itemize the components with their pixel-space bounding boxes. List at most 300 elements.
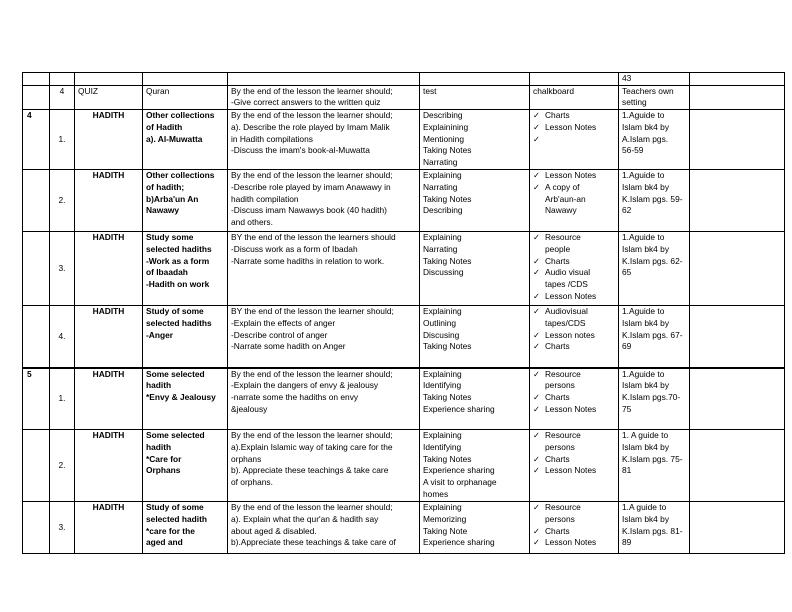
checkmark-icon: ✓ (533, 368, 541, 379)
objective-line: -Narrate some hadiths in relation to work. (231, 255, 385, 266)
activity-line: Explaining (423, 232, 462, 243)
resource-text (545, 170, 615, 182)
activity-line: Taking Note (423, 525, 468, 536)
resource-line: persons (545, 513, 575, 524)
objective-line: -Discuss the imam's book-al-Muwatta (231, 145, 370, 156)
activity-line: Explainining (423, 121, 469, 132)
objective-line: about aged & disabled. (231, 525, 317, 536)
reference-line: 1.Aguide to (622, 110, 665, 121)
resource-text (545, 110, 615, 122)
reference-line: 81 (622, 465, 632, 476)
reference-cell (619, 170, 690, 232)
resource-text (545, 526, 615, 538)
objective-line: b).Appreciate these teachings & take care of (231, 537, 396, 548)
objective-line: By the end of the lesson the learner should; (231, 85, 393, 96)
reference-line: Islam bk4 by (622, 121, 670, 132)
resource-item (533, 122, 615, 134)
resource-line: Lesson notes (545, 329, 595, 340)
checkmark-icon: ✓ (533, 232, 541, 243)
subtopic-cell (143, 306, 228, 368)
reference-line: 1. A guide to (622, 430, 669, 441)
objective-line: -Explain the dangers of envy & jealousy (231, 380, 379, 391)
objective-line: By the end of the lesson the learner should; (231, 502, 393, 513)
resource-text (545, 306, 615, 329)
objective-line: By the end of the lesson the learner should; (231, 368, 393, 379)
reference-line: K.Islam pgs. 81- (622, 525, 683, 536)
resource-line: Audiovisual (545, 306, 588, 317)
resource-line: Resource (545, 232, 581, 243)
subtopic-line: selected hadiths (146, 317, 212, 328)
resource-item (533, 502, 615, 525)
reference-line: Islam bk4 by (622, 441, 670, 452)
reference-line: Teachers own (622, 85, 674, 96)
remarks-cell (690, 502, 785, 554)
subtopic-line: Some selected (146, 430, 205, 441)
resource-line: persons (545, 380, 575, 391)
reference-line: K.Islam pgs. 59- (622, 193, 683, 204)
resource-text (545, 182, 615, 217)
checkmark-icon: ✓ (533, 392, 541, 403)
topic-cell: HADITH (75, 170, 143, 232)
resource-text (545, 341, 615, 353)
header-row (23, 73, 785, 86)
activity-line: Narrating (423, 156, 458, 167)
checkmark-icon: ✓ (533, 110, 541, 121)
checkmark-icon: ✓ (533, 255, 541, 266)
remarks-cell (690, 430, 785, 502)
subtopic-line: *care for the (146, 525, 195, 536)
topic-cell: HADITH (75, 502, 143, 554)
objectives-cell (228, 306, 420, 368)
reference-line: Islam bk4 by (622, 181, 670, 192)
reference-cell (619, 110, 690, 170)
subtopic-cell (143, 430, 228, 502)
subtopic-line: *Care for (146, 453, 182, 464)
resource-item (533, 267, 615, 290)
subtopic-line: b)Arba'un An (146, 193, 199, 204)
objective-line: and others. (231, 216, 273, 227)
objective-line: By the end of the lesson the learner should; (231, 110, 393, 121)
subtopic-cell: Quran (143, 85, 228, 109)
resource-line: Lesson Notes (545, 170, 597, 181)
reference-line: 69 (622, 341, 632, 352)
resource-line: Charts (545, 341, 570, 352)
subtopic-line: -Anger (146, 329, 173, 340)
scheme-of-work-table (22, 72, 785, 554)
subtopic-cell (143, 368, 228, 430)
objective-line: BY the end of the lesson the learners should (231, 232, 396, 243)
week-cell (23, 73, 50, 86)
activities-cell (420, 110, 530, 170)
reference-line: 1.A guide to (622, 502, 667, 513)
resources-cell (530, 232, 619, 306)
reference-line: A.Islam pgs. (622, 133, 669, 144)
resources-cell (530, 430, 619, 502)
week-cell (23, 502, 50, 554)
lesson-cell: 4 (50, 85, 75, 109)
topic-cell: HADITH (75, 368, 143, 430)
subtopic-line: Study some (146, 232, 194, 243)
resource-text (545, 232, 615, 255)
activity-line: homes (423, 488, 449, 499)
checkmark-icon: ✓ (533, 133, 541, 144)
resource-line: Lesson Notes (545, 290, 597, 301)
resource-item (533, 134, 615, 146)
resource-text (545, 267, 615, 290)
subtopic-line: Other collections (146, 110, 215, 121)
lesson-cell: 3. (50, 232, 75, 306)
resource-item (533, 110, 615, 122)
topic-cell (75, 73, 143, 86)
lesson-row (23, 170, 785, 232)
objective-line: -Describe control of anger (231, 329, 328, 340)
activities-cell (420, 502, 530, 554)
objective-line: hadith compilation (231, 193, 299, 204)
quiz-row (23, 85, 785, 109)
week-cell (23, 306, 50, 368)
subtopic-line: aged and (146, 537, 183, 548)
resource-text (545, 465, 615, 477)
lesson-cell: 3. (50, 502, 75, 554)
subtopic-line: Orphans (146, 465, 181, 476)
reference-line: Islam bk4 by (622, 380, 670, 391)
reference-line: 56-59 (622, 145, 644, 156)
objective-line: -narrate some the hadiths on envy (231, 392, 359, 403)
activities-cell (420, 430, 530, 502)
activities-cell (420, 85, 530, 109)
objective-line: BY the end of the lesson the learner should; (231, 306, 394, 317)
subtopic-cell (143, 502, 228, 554)
reference-line: 62 (622, 205, 632, 216)
activity-line: Outlining (423, 317, 457, 328)
resources-cell (530, 170, 619, 232)
objective-line: a). Explain what the qur'an & hadith say (231, 513, 379, 524)
reference-cell (619, 502, 690, 554)
reference-line: Islam bk4 by (622, 317, 670, 328)
week-cell (23, 110, 50, 170)
resource-item (533, 330, 615, 342)
week-cell (23, 368, 50, 430)
activity-line: Taking Notes (423, 145, 472, 156)
resource-line: Nawawy (545, 205, 577, 216)
objective-line: By the end of the lesson the learner should; (231, 170, 393, 181)
objective-line: in Hadith compilations (231, 133, 313, 144)
subtopic-line: -Hadith on work (146, 278, 210, 289)
resource-line: chalkboard (533, 85, 574, 96)
checkmark-icon: ✓ (533, 525, 541, 536)
resource-line: Charts (545, 110, 570, 121)
resource-text (545, 256, 615, 268)
objectives-cell (228, 232, 420, 306)
remarks-cell (690, 85, 785, 109)
checkmark-icon: ✓ (533, 341, 541, 352)
resource-line: A copy of (545, 181, 580, 192)
resource-item (533, 256, 615, 268)
activity-line: Identifying (423, 441, 462, 452)
week-cell (23, 85, 50, 109)
resource-text (545, 392, 615, 404)
lesson-row (23, 502, 785, 554)
resource-item (533, 369, 615, 392)
objectives-cell (228, 85, 420, 109)
reference-line: 65 (622, 267, 632, 278)
resource-text (545, 330, 615, 342)
remarks-cell (690, 170, 785, 232)
reference-line: 1.Aguide to (622, 170, 665, 181)
resource-line: Resource (545, 502, 581, 513)
activity-line: Explaining (423, 306, 462, 317)
resource-line: tapes/CDS (545, 317, 586, 328)
resource-line: tapes /CDS (545, 278, 588, 289)
reference-cell (619, 306, 690, 368)
activities-cell (420, 73, 530, 86)
resource-line: people (545, 243, 571, 254)
objective-line: -Explain the effects of anger (231, 317, 336, 328)
resource-line: Resource (545, 368, 581, 379)
activity-line: Taking Notes (423, 453, 472, 464)
remarks-cell (690, 368, 785, 430)
lesson-row (23, 110, 785, 170)
reference-line: K.Islam pgs. 75- (622, 453, 683, 464)
checkmark-icon: ✓ (533, 403, 541, 414)
activities-cell (420, 368, 530, 430)
subtopic-line: Nawawy (146, 205, 180, 216)
subtopic-line: selected hadiths (146, 243, 212, 254)
subtopic-line: hadith (146, 380, 172, 391)
objectives-cell (228, 73, 420, 86)
resource-item (533, 430, 615, 453)
resources-cell (530, 110, 619, 170)
checkmark-icon: ✓ (533, 453, 541, 464)
resource-line: Audio visual (545, 267, 591, 278)
objective-line: -Discuss work as a form of Ibadah (231, 243, 358, 254)
objective-line: a). Describe the role played by Imam Malik (231, 121, 390, 132)
objective-line: orphans (231, 453, 262, 464)
subtopic-cell (143, 232, 228, 306)
activity-line: Describing (423, 205, 463, 216)
resource-line: Charts (545, 392, 570, 403)
checkmark-icon: ✓ (533, 267, 541, 278)
checkmark-icon: ✓ (533, 502, 541, 513)
activity-line: A visit to orphanage (423, 476, 497, 487)
subtopic-cell (143, 73, 228, 86)
reference-line: setting (622, 97, 647, 108)
objective-line: b). Appreciate these teachings & take care (231, 465, 389, 476)
resource-item (533, 465, 615, 477)
activity-line: Experience sharing (423, 465, 495, 476)
resources-cell (530, 73, 619, 86)
resource-item (533, 454, 615, 466)
activities-cell (420, 232, 530, 306)
objectives-cell (228, 502, 420, 554)
activity-line: Taking Notes (423, 341, 472, 352)
resource-item (533, 537, 615, 549)
subtopic-cell (143, 170, 228, 232)
subtopic-line: selected hadith (146, 513, 207, 524)
reference-line: 75 (622, 403, 632, 414)
reference-cell (619, 85, 690, 109)
week-number: 4 (27, 110, 32, 121)
objective-line: a).Explain Islamic way of taking care for the (231, 441, 393, 452)
activity-line: Discusing (423, 329, 460, 340)
activity-line: Taking Notes (423, 193, 472, 204)
reference-line: 1.Aguide to (622, 368, 665, 379)
lesson-cell: 4. (50, 306, 75, 368)
resource-text (545, 502, 615, 525)
reference-line: 89 (622, 537, 632, 548)
resource-item (533, 291, 615, 303)
resource-text (545, 291, 615, 303)
lesson-row (23, 232, 785, 306)
lesson-cell: 2. (50, 170, 75, 232)
objective-line: By the end of the lesson the learner should; (231, 430, 393, 441)
resource-text (545, 369, 615, 392)
topic-cell: HADITH (75, 306, 143, 368)
activity-line: Taking Notes (423, 392, 472, 403)
activity-line: Explaining (423, 430, 462, 441)
reference-line: Islam bk4 by (622, 513, 670, 524)
remarks-cell (690, 232, 785, 306)
reference-line: Islam bk4 by (622, 243, 670, 254)
lesson-cell: 1. (50, 110, 75, 170)
activity-line: Explaining (423, 170, 462, 181)
reference-line: 1.Aguide to (622, 232, 665, 243)
subtopic-line: Study of some (146, 502, 204, 513)
resources-cell (530, 502, 619, 554)
activities-cell (420, 306, 530, 368)
resource-line: Lesson Notes (545, 403, 597, 414)
resources-cell (530, 85, 619, 109)
resource-line: Arb'aun-an (545, 193, 586, 204)
activity-line: test (423, 85, 437, 96)
activity-line: Taking Notes (423, 255, 472, 266)
lesson-cell (50, 73, 75, 86)
resource-line: Charts (545, 453, 570, 464)
reference-cell: 43 (619, 73, 690, 86)
topic-cell: QUIZ (75, 85, 143, 109)
remarks-cell (690, 306, 785, 368)
objectives-cell (228, 110, 420, 170)
lesson-row (23, 306, 785, 368)
objective-line: -Describe role played by imam Anawawy in (231, 181, 391, 192)
resource-text (545, 430, 615, 453)
resource-line: Lesson Notes (545, 465, 597, 476)
lesson-row (23, 430, 785, 502)
subtopic-line: of hadith; (146, 181, 185, 192)
objectives-cell (228, 170, 420, 232)
objectives-cell (228, 368, 420, 430)
activity-line: Discussing (423, 267, 464, 278)
week-cell (23, 430, 50, 502)
objectives-cell (228, 430, 420, 502)
reference-cell (619, 368, 690, 430)
resource-item (533, 392, 615, 404)
activity-line: Experience sharing (423, 403, 495, 414)
reference-cell (619, 232, 690, 306)
week-cell (23, 170, 50, 232)
reference-cell (619, 430, 690, 502)
resource-item (533, 306, 615, 329)
subtopic-line: -Work as a form (146, 255, 210, 266)
reference-line: K.Islam pgs. 62- (622, 255, 683, 266)
remarks-cell (690, 73, 785, 86)
checkmark-icon: ✓ (533, 181, 541, 192)
checkmark-icon: ✓ (533, 537, 541, 548)
resources-cell (530, 368, 619, 430)
subtopic-line: of Hadith (146, 121, 183, 132)
resources-cell (530, 306, 619, 368)
resource-line: Charts (545, 255, 570, 266)
checkmark-icon: ✓ (533, 306, 541, 317)
subtopic-line: a). Al-Muwatta (146, 133, 203, 144)
resource-item (533, 170, 615, 182)
activity-line: Mentioning (423, 133, 464, 144)
checkmark-icon: ✓ (533, 290, 541, 301)
activity-line: Memorizing (423, 513, 467, 524)
activity-line: Narrating (423, 181, 458, 192)
resource-text (545, 537, 615, 549)
resource-item (533, 404, 615, 416)
resource-line: Resource (545, 430, 581, 441)
checkmark-icon: ✓ (533, 430, 541, 441)
week-number: 5 (27, 368, 32, 379)
resource-item (533, 341, 615, 353)
resource-text (545, 454, 615, 466)
checkmark-icon: ✓ (533, 465, 541, 476)
subtopic-cell (143, 110, 228, 170)
activity-line: Describing (423, 110, 463, 121)
resource-text (545, 134, 615, 146)
resource-text (545, 404, 615, 416)
resource-line: persons (545, 441, 575, 452)
objective-line: of orphans. (231, 476, 273, 487)
resource-text (545, 122, 615, 134)
reference-line: K.Islam pgs.70- (622, 392, 681, 403)
activity-line: Identifying (423, 380, 462, 391)
resource-item (533, 182, 615, 217)
subtopic-line: Some selected (146, 368, 205, 379)
topic-cell: HADITH (75, 110, 143, 170)
activity-line: Explaining (423, 502, 462, 513)
reference-line: 1.Aguide to (622, 306, 665, 317)
lesson-row (23, 368, 785, 430)
checkmark-icon: ✓ (533, 121, 541, 132)
checkmark-icon: ✓ (533, 329, 541, 340)
lesson-cell: 2. (50, 430, 75, 502)
resource-line: Charts (545, 525, 570, 536)
subtopic-line: Study of some (146, 306, 204, 317)
reference-line: K.Islam pgs. 67- (622, 329, 683, 340)
resource-item (533, 232, 615, 255)
activities-cell (420, 170, 530, 232)
objective-line: -Discuss imam Nawawys book (40 hadith) (231, 205, 387, 216)
topic-cell: HADITH (75, 430, 143, 502)
resource-line: Lesson Notes (545, 537, 597, 548)
activity-line: Narrating (423, 243, 458, 254)
subtopic-line: Other collections (146, 170, 215, 181)
week-cell (23, 232, 50, 306)
objective-line: -Give correct answers to the written quiz (231, 97, 381, 108)
subtopic-line: *Envy & Jealousy (146, 392, 216, 403)
checkmark-icon: ✓ (533, 170, 541, 181)
subtopic-line: of Ibaadah (146, 267, 188, 278)
lesson-cell: 1. (50, 368, 75, 430)
activity-line: Explaining (423, 368, 462, 379)
objective-line: &jealousy (231, 403, 268, 414)
objective-line: -Narrate some hadith on Anger (231, 341, 346, 352)
resource-item (533, 526, 615, 538)
activity-line: Experience sharing (423, 537, 495, 548)
